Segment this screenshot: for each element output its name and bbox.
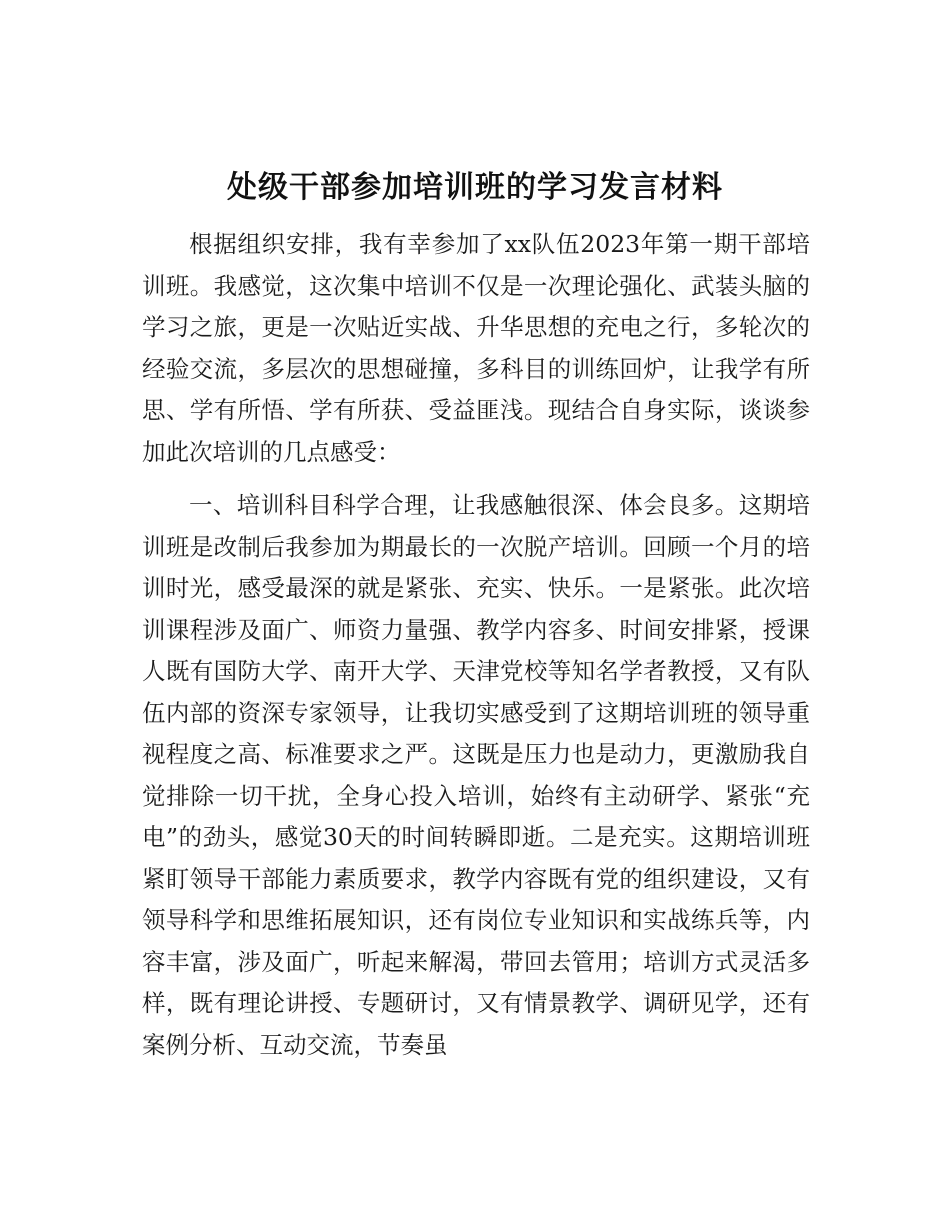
document-body [142,224,810,1066]
document-title: 处级干部参加培训班的学习发言材料 [227,170,723,205]
paragraph-section-one: 一、培训科目科学合理，让我感触很深、体会良多。这期培训班是改制后我参加为期最长的一次脱产培训。回顾一个月的培训时光，感受最深的就是紧张、充实、快乐。一是紧张。此次培训课程涉及面广、师资力量强、教学内容多、时间安排紧，授课人既有国防大学、南开大学、天津党校等知名学者教授，又有队伍内部的资深专家领导，让我切实感受到了这期培训班的领导重视程度之高、标准要求之严。这既是压力也是动力，更激励我自觉排除一切干扰，全身心投入培训，始终有主动研学、紧张“充电”的劲头，感觉30天的时间转瞬即逝。二是充实。这期培训班紧盯领导干部能力素质要求，教学内容既有党的组织建设，又有领导科学和思维拓展知识，还有岗位专业知识和实战练兵等，内容丰富，涉及面广，听起来解渴，带回去管用；培训方式灵活多样，既有理论讲授、专题研讨，又有情景教学、调研见学，还有案例分析、互动交流，节奏虽 [142,491,810,1059]
paragraph-intro: 根据组织安排，我有幸参加了xx队伍2023年第一期干部培训班。我感觉，这次集中培训不仅是一次理论强化、武装头脑的学习之旅，更是一次贴近实战、升华思想的充电之行，多轮次的经验交流，多层次的思想碰撞，多科目的训练回炉，让我学有所思、学有所悟、学有所获、受益匪浅。现结合自身实际，谈谈参加此次培训的几点感受： [142,230,810,466]
